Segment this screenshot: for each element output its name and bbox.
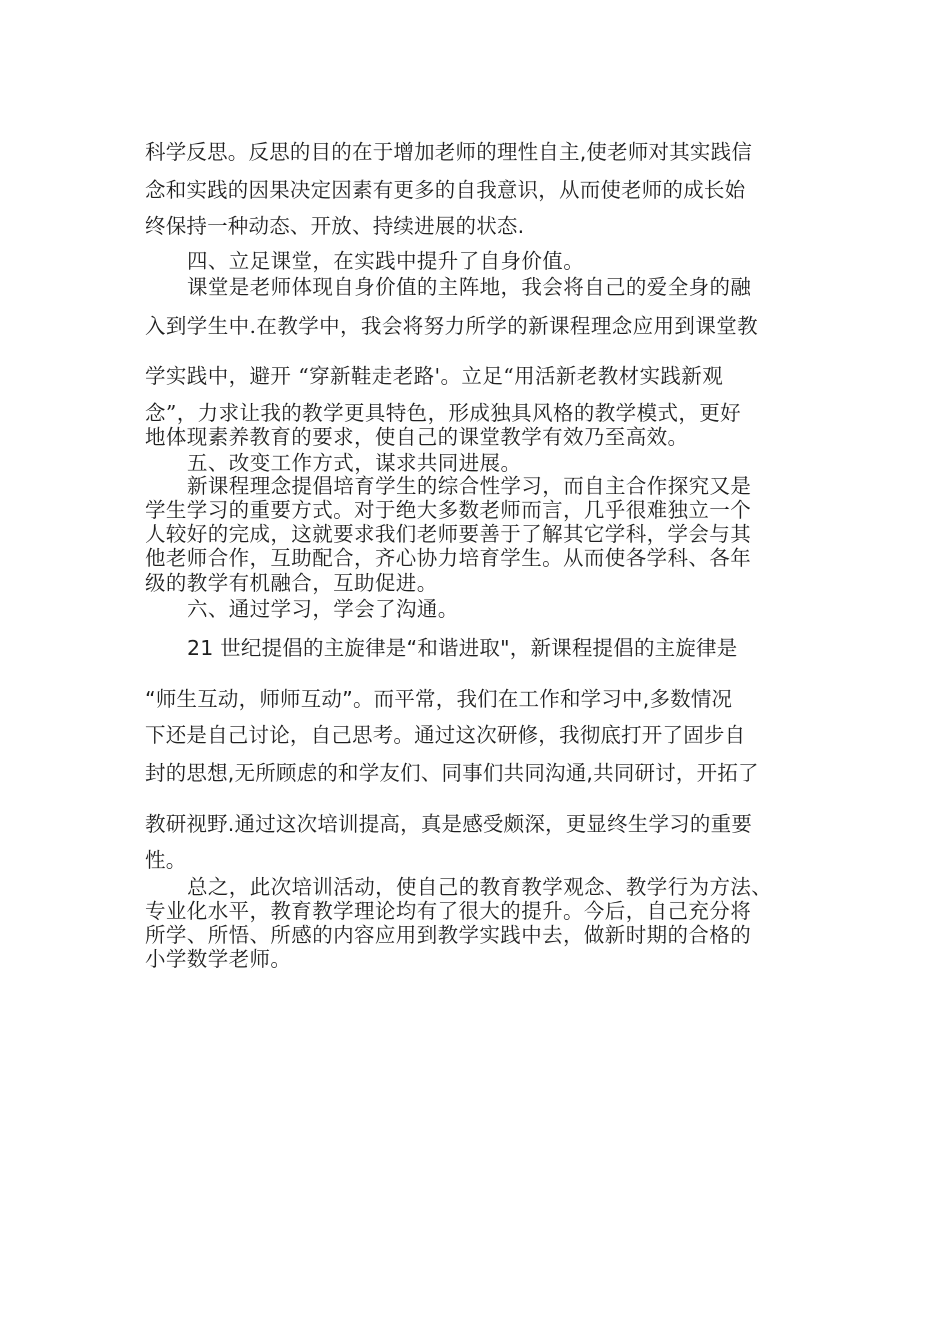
text-line: 人较好的完成，这就要求我们老师要善于了解其它学科，学会与其 <box>145 522 752 546</box>
section-heading: 六、通过学习，学会了沟通。 <box>187 597 459 621</box>
text-line: 地体现素养教育的要求，使自己的课堂教学有效乃至高效。 <box>145 425 689 449</box>
text-line: 科学反思。反思的目的在于增加老师的理性自主,使老师对其实践信 <box>145 140 753 164</box>
section-heading: 四、立足课堂，在实践中提升了自身价值。 <box>187 249 585 273</box>
text-line: 21 世纪提倡的主旋律是“和谐进取"，新课程提倡的主旋律是 <box>187 636 738 660</box>
text-line: “师生互动，师师互动”。而平常，我们在工作和学习中,多数情况 <box>145 687 733 711</box>
text-line: 小学数学老师。 <box>145 947 292 971</box>
text-line: 学生学习的重要方式。对于绝大多数老师而言，几乎很难独立一个 <box>145 498 752 522</box>
text-line: 封的思想,无所顾虑的和学友们、同事们共同沟通,共同研讨，开拓了 <box>145 761 759 785</box>
text-line: 性。 <box>145 848 187 872</box>
section-heading: 五、改变工作方式，谋求共同进展。 <box>187 451 522 475</box>
text-line: 他老师合作，互助配合，齐心协力培育学生。从而使各学科、各年 <box>145 546 752 570</box>
text-line: 学实践中，避开 “穿新鞋走老路'。立足“用活新老教材实践新观 <box>145 364 724 388</box>
text-line: 教研视野.通过这次培训提高，真是感受颇深，更显终生学习的重要 <box>145 812 753 836</box>
text-line: 总之，此次培训活动，使自己的教育教学观念、教学行为方法、 <box>187 875 773 899</box>
text-line: 终保持一种动态、开放、持续进展的状态. <box>145 214 525 238</box>
text-line: 入到学生中.在教学中，我会将努力所学的新课程理念应用到课堂教 <box>145 314 759 338</box>
text-line: 念和实践的因果决定因素有更多的自我意识，从而使老师的成长始 <box>145 178 746 202</box>
text-line: 念”，力求让我的教学更具特色，形成独具风格的教学模式，更好 <box>145 401 742 425</box>
text-line: 课堂是老师体现自身价值的主阵地，我会将自己的爱全身的融 <box>187 275 752 299</box>
text-line: 所学、所悟、所感的内容应用到教学实践中去，做新时期的合格的 <box>145 923 752 947</box>
text-line: 下还是自己讨论，自己思考。通过这次研修，我彻底打开了固步自 <box>145 723 746 747</box>
text-line: 专业化水平，教育教学理论均有了很大的提升。今后，自己充分将 <box>145 899 752 923</box>
text-line: 新课程理念提倡培育学生的综合性学习，而自主合作探究又是 <box>187 474 752 498</box>
text-line: 级的教学有机融合，互助促进。 <box>145 571 438 595</box>
